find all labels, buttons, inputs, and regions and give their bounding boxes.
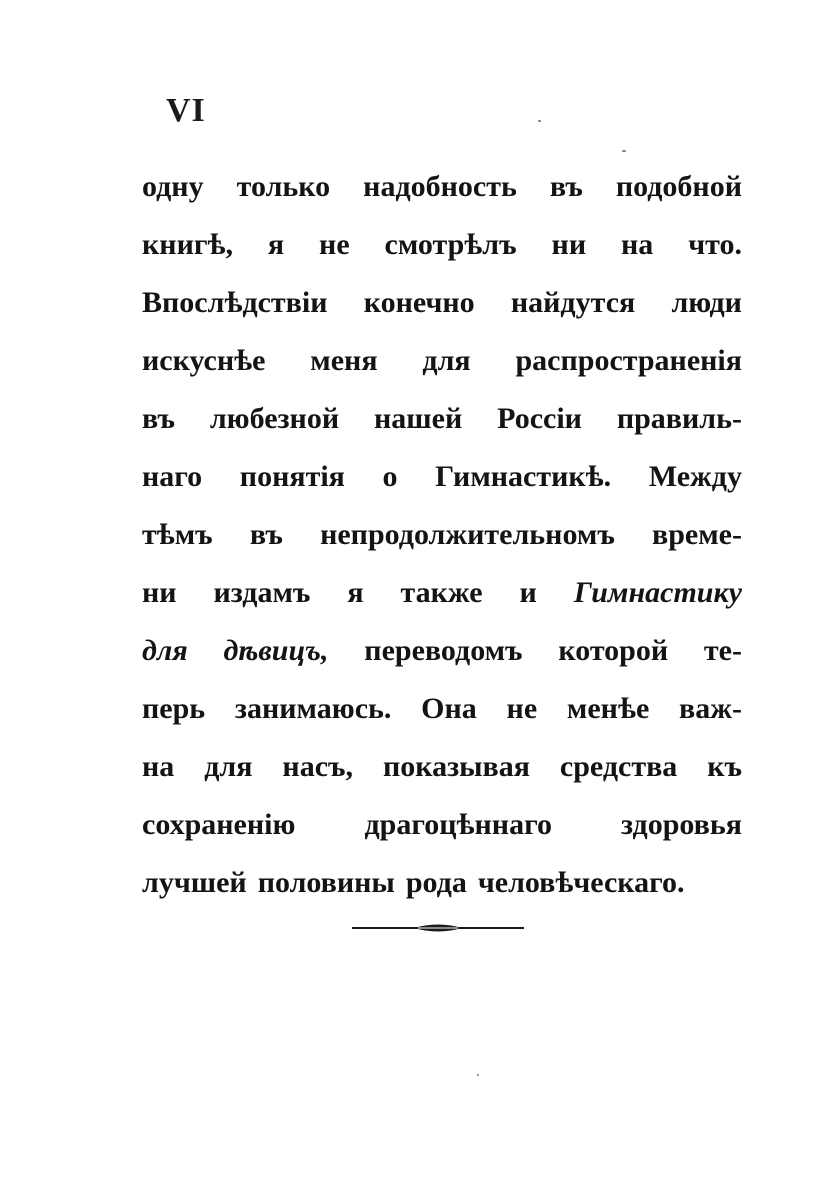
word: занимаюсь. [234,692,392,725]
text-line [142,622,742,680]
text-line [142,564,742,622]
word: меня [310,344,378,377]
paper-speck [622,150,626,152]
word: насъ, [282,750,354,783]
word: въ [142,402,175,435]
word: лучшей [142,866,247,899]
word: половины [257,866,395,899]
text-line [142,680,742,738]
word: подобной [615,170,742,203]
word: наго [142,460,203,493]
text-line [142,390,742,448]
text-line [142,274,742,332]
ornamental-rule [352,920,524,936]
word: что. [688,228,742,261]
word: одну [142,170,204,203]
word: на [621,228,654,261]
word: драгоцѣннаго [364,808,552,841]
paper-speck [538,120,541,122]
word: Гимнастику [573,576,742,609]
word: въ [549,170,583,203]
word: найдутся [510,286,636,319]
word: време- [652,518,742,551]
text-line [142,506,742,564]
text-line [142,854,742,912]
word: о [382,460,398,493]
word: распространенія [515,344,742,377]
word: нашей [374,402,463,435]
word: дѣвицъ, [223,634,329,667]
text-line [142,448,742,506]
word: сохраненію [142,808,296,841]
word: люди [671,286,742,319]
text-line [142,158,742,216]
word: смотрѣлъ [384,228,517,261]
body-text [142,158,742,912]
word: любезной [209,402,340,435]
page-number: VI [166,92,206,129]
word: для [142,634,188,667]
word: я [347,576,364,609]
word: ни [142,576,177,609]
word: Между [648,460,742,493]
word: издамъ [213,576,311,609]
text-line [142,796,742,854]
word: переводомъ [364,634,523,667]
word: правиль- [616,402,742,435]
word: Впослѣдствіи [142,286,328,319]
word: тѣмъ [142,518,213,551]
word: не [319,228,350,261]
text-line [142,332,742,390]
word: не [506,692,538,725]
word: книгѣ, [142,228,233,261]
word: перь [142,692,206,725]
word: Россіи [497,402,582,435]
word: въ [249,518,283,551]
word: къ [707,750,742,783]
paper-speck [477,1074,479,1076]
word: средства [559,750,678,783]
word: на [142,750,175,783]
word: для [204,750,253,783]
word: только [236,170,331,203]
word: ни [551,228,587,261]
word: я [267,228,285,261]
word: Гимнастикѣ. [435,460,612,493]
word: которой [558,634,669,667]
word: также [400,576,483,609]
word: те- [703,634,742,667]
word: непродолжительномъ [320,518,615,551]
word: рода [405,866,467,899]
word: и [519,576,537,609]
word: искуснѣе [142,344,266,377]
word: для [422,344,471,377]
text-line [142,216,742,274]
text-line [142,738,742,796]
word: понятія [239,460,345,493]
word: надобность [363,170,517,203]
word: менѣе [566,692,650,725]
word: показывая [382,750,530,783]
word: важ- [679,692,742,725]
word: Она [421,692,477,725]
word: здоровья [621,808,742,841]
word: человѣческаго. [477,866,685,899]
word: конечно [363,286,475,319]
